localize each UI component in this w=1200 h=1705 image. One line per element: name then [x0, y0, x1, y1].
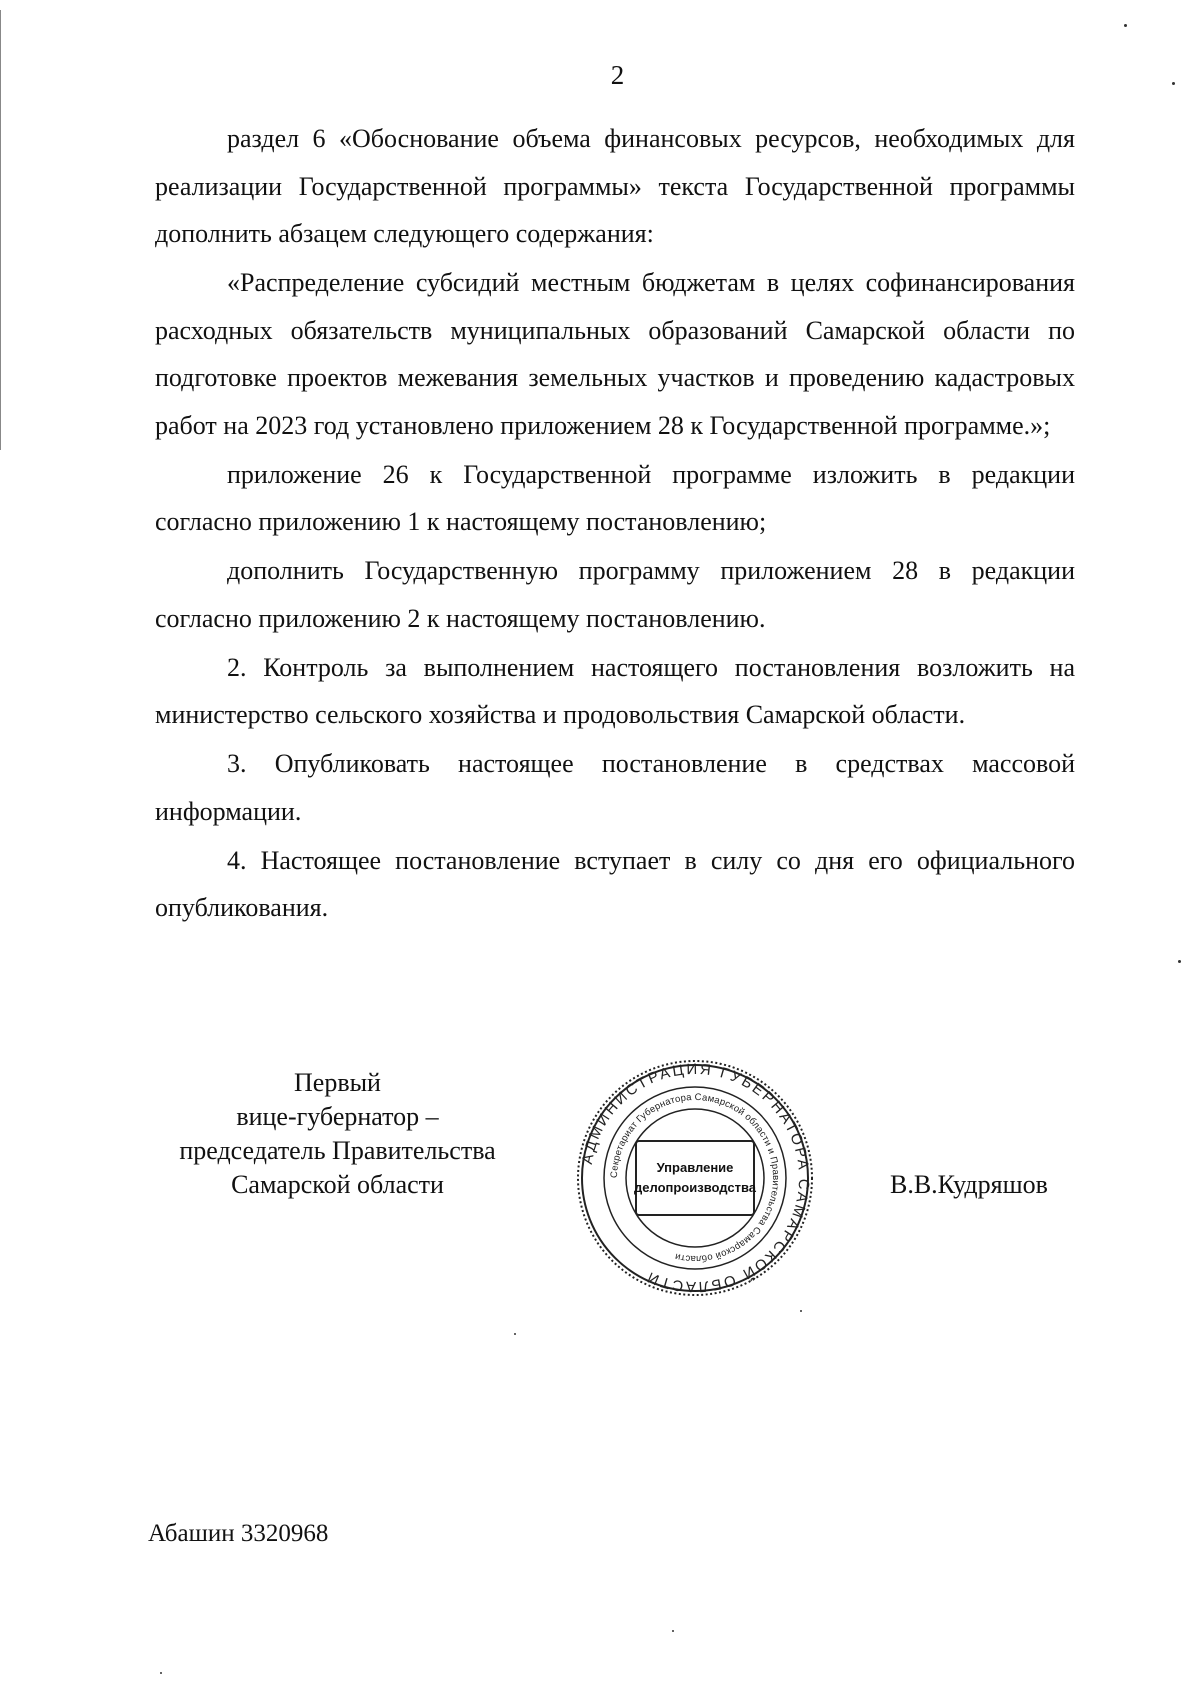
scan-speck — [1172, 82, 1175, 85]
paragraph-item-3-publish: 3. Опубликовать настоящее постановление в средствах массовой информации. — [155, 749, 1075, 826]
paragraph-item-4-effect: 4. Настоящее постановление вступает в силу со дня его официального опубликования. — [155, 845, 1075, 922]
signatory-title-line: Самарской области — [231, 1170, 444, 1199]
scan-speck — [514, 1333, 516, 1335]
paragraph-subsidy-distribution: «Распределение субсидий местным бюджетам в целях софинансирования расходных обязательств муниципальных образований Самарской области по подготовке проектов межевания земельных участков и проведению кадастровых работ на 2023 год установлено приложением 28 к Государственной программе.»; — [155, 268, 1075, 440]
seal-outer-text: АДМИНИСТРАЦИЯ ГУБЕРНАТОРА САМАРСКОЙ ОБЛАСТИ — [578, 1060, 813, 1296]
seal-inner-text: Секретариат Губернатора Самарской области и Правительства Самарской области — [608, 1091, 782, 1265]
official-seal — [575, 1058, 815, 1298]
page-number: 2 — [610, 60, 625, 90]
scan-speck — [1124, 24, 1127, 27]
seal-center-line: Управление — [656, 1160, 734, 1175]
scan-speck — [1178, 960, 1181, 963]
executor-note: Абашин 3320968 — [148, 1520, 329, 1547]
signatory-title-line: Первый — [294, 1068, 381, 1097]
signatory-title — [145, 1066, 530, 1202]
signatory-title-line: председатель Правительства — [179, 1136, 496, 1165]
scan-speck — [800, 1310, 802, 1312]
seal-center-box — [635, 1140, 755, 1216]
seal-center-line: делопроизводства — [634, 1180, 757, 1195]
document-body — [155, 115, 1075, 933]
scan-speck — [672, 1630, 674, 1632]
signatory-title-line: вице-губернатор – — [236, 1102, 439, 1131]
paragraph-appendix-28: дополнить Государственную программу приложением 28 в редакции согласно приложению 2 к настоящему постановлению. — [155, 556, 1075, 633]
signatory-name: В.В.Кудряшов — [890, 1170, 1048, 1199]
paragraph-appendix-26: приложение 26 к Государственной программе изложить в редакции согласно приложению 1 к настоящему постановлению; — [155, 459, 1075, 536]
paragraph-item-2-control: 2. Контроль за выполнением настоящего постановления возложить на министерство сельского хозяйства и продовольствия Самарской области. — [155, 652, 1075, 729]
scan-speck — [160, 1672, 162, 1674]
paragraph-section-6: раздел 6 «Обоснование объема финансовых ресурсов, необходимых для реализации Государственной программы» текста Государственной программы дополнить абзацем следующего содержания: — [155, 124, 1075, 248]
